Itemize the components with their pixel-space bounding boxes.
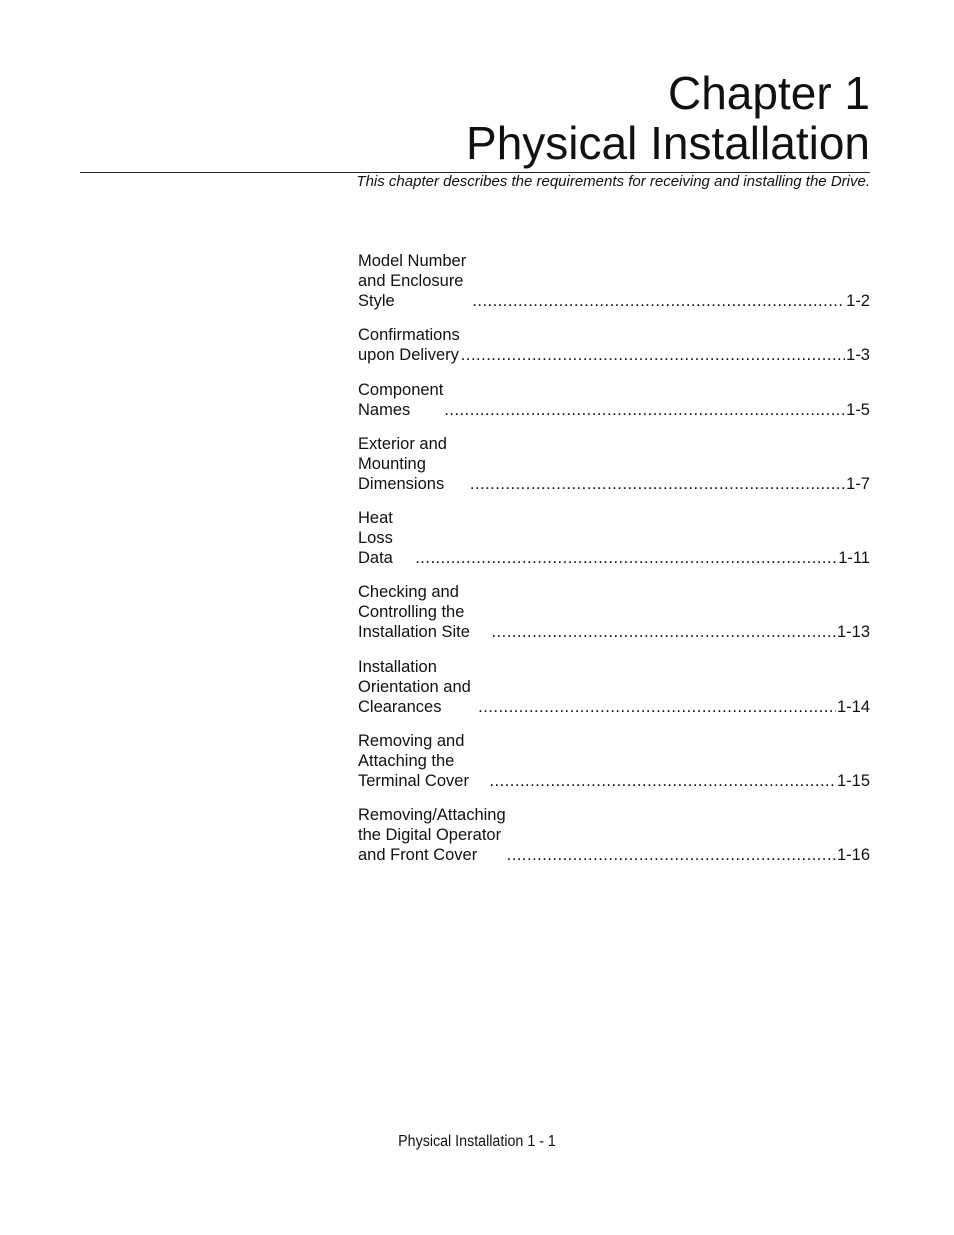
toc-entry-title: Confirmations upon Delivery	[358, 326, 460, 365]
toc-entry-page: 1-5	[846, 400, 870, 419]
toc-entry[interactable]	[358, 508, 870, 568]
toc-entry-title: Heat Loss Data	[358, 509, 393, 568]
page-footer: Physical Installation 1 - 1	[398, 1133, 556, 1150]
toc-entry-page: 1-11	[838, 549, 870, 568]
toc-entry-page: 1-14	[836, 697, 870, 716]
toc-entry-page: 1-7	[846, 474, 870, 493]
toc-entry-title: Component Names	[358, 380, 444, 419]
chapter-name: Physical Installation	[466, 117, 870, 169]
toc-entry[interactable]	[358, 582, 870, 642]
toc-leader-dots	[472, 291, 845, 311]
toc-entry[interactable]	[358, 657, 870, 717]
toc-entry[interactable]	[358, 325, 870, 365]
toc-leader-dots	[461, 345, 845, 365]
toc-entry-page: 1-2	[846, 292, 870, 310]
toc-entry-page: 1-16	[836, 846, 870, 865]
chapter-title	[80, 68, 870, 168]
toc-entry[interactable]	[358, 805, 870, 865]
toc-entry[interactable]	[358, 731, 870, 791]
toc-entry-page: 1-15	[836, 772, 870, 791]
toc-entry-title: Checking and Controlling the Installation Site	[358, 583, 470, 642]
table-of-contents	[358, 251, 870, 880]
toc-leader-dots	[470, 474, 845, 494]
toc-leader-dots	[489, 771, 836, 791]
chapter-header	[80, 68, 870, 191]
toc-leader-dots	[507, 845, 836, 865]
toc-entry[interactable]	[358, 251, 870, 311]
toc-entry-title: Model Number and Enclosure Style	[358, 252, 467, 310]
toc-entry[interactable]	[358, 380, 870, 420]
chapter-subtitle: This chapter describes the requirements for receiving and installing the Drive.	[356, 173, 870, 190]
toc-entry-title: Exterior and Mounting Dimensions	[358, 434, 447, 493]
toc-leader-dots	[491, 622, 836, 642]
toc-entry-title: Removing and Attaching the Terminal Cover	[358, 732, 469, 791]
toc-leader-dots	[444, 400, 845, 420]
toc-leader-dots	[415, 548, 837, 568]
chapter-number: Chapter 1	[667, 67, 870, 119]
toc-entry[interactable]	[358, 434, 870, 494]
toc-entry-title: Installation Orientation and Clearances	[358, 657, 471, 716]
toc-entry-page: 1-3	[846, 346, 870, 365]
toc-entry-page: 1-13	[836, 623, 870, 642]
toc-entry-title: Removing/Attaching the Digital Operator and Front Cover	[358, 806, 506, 865]
toc-leader-dots	[478, 697, 836, 717]
